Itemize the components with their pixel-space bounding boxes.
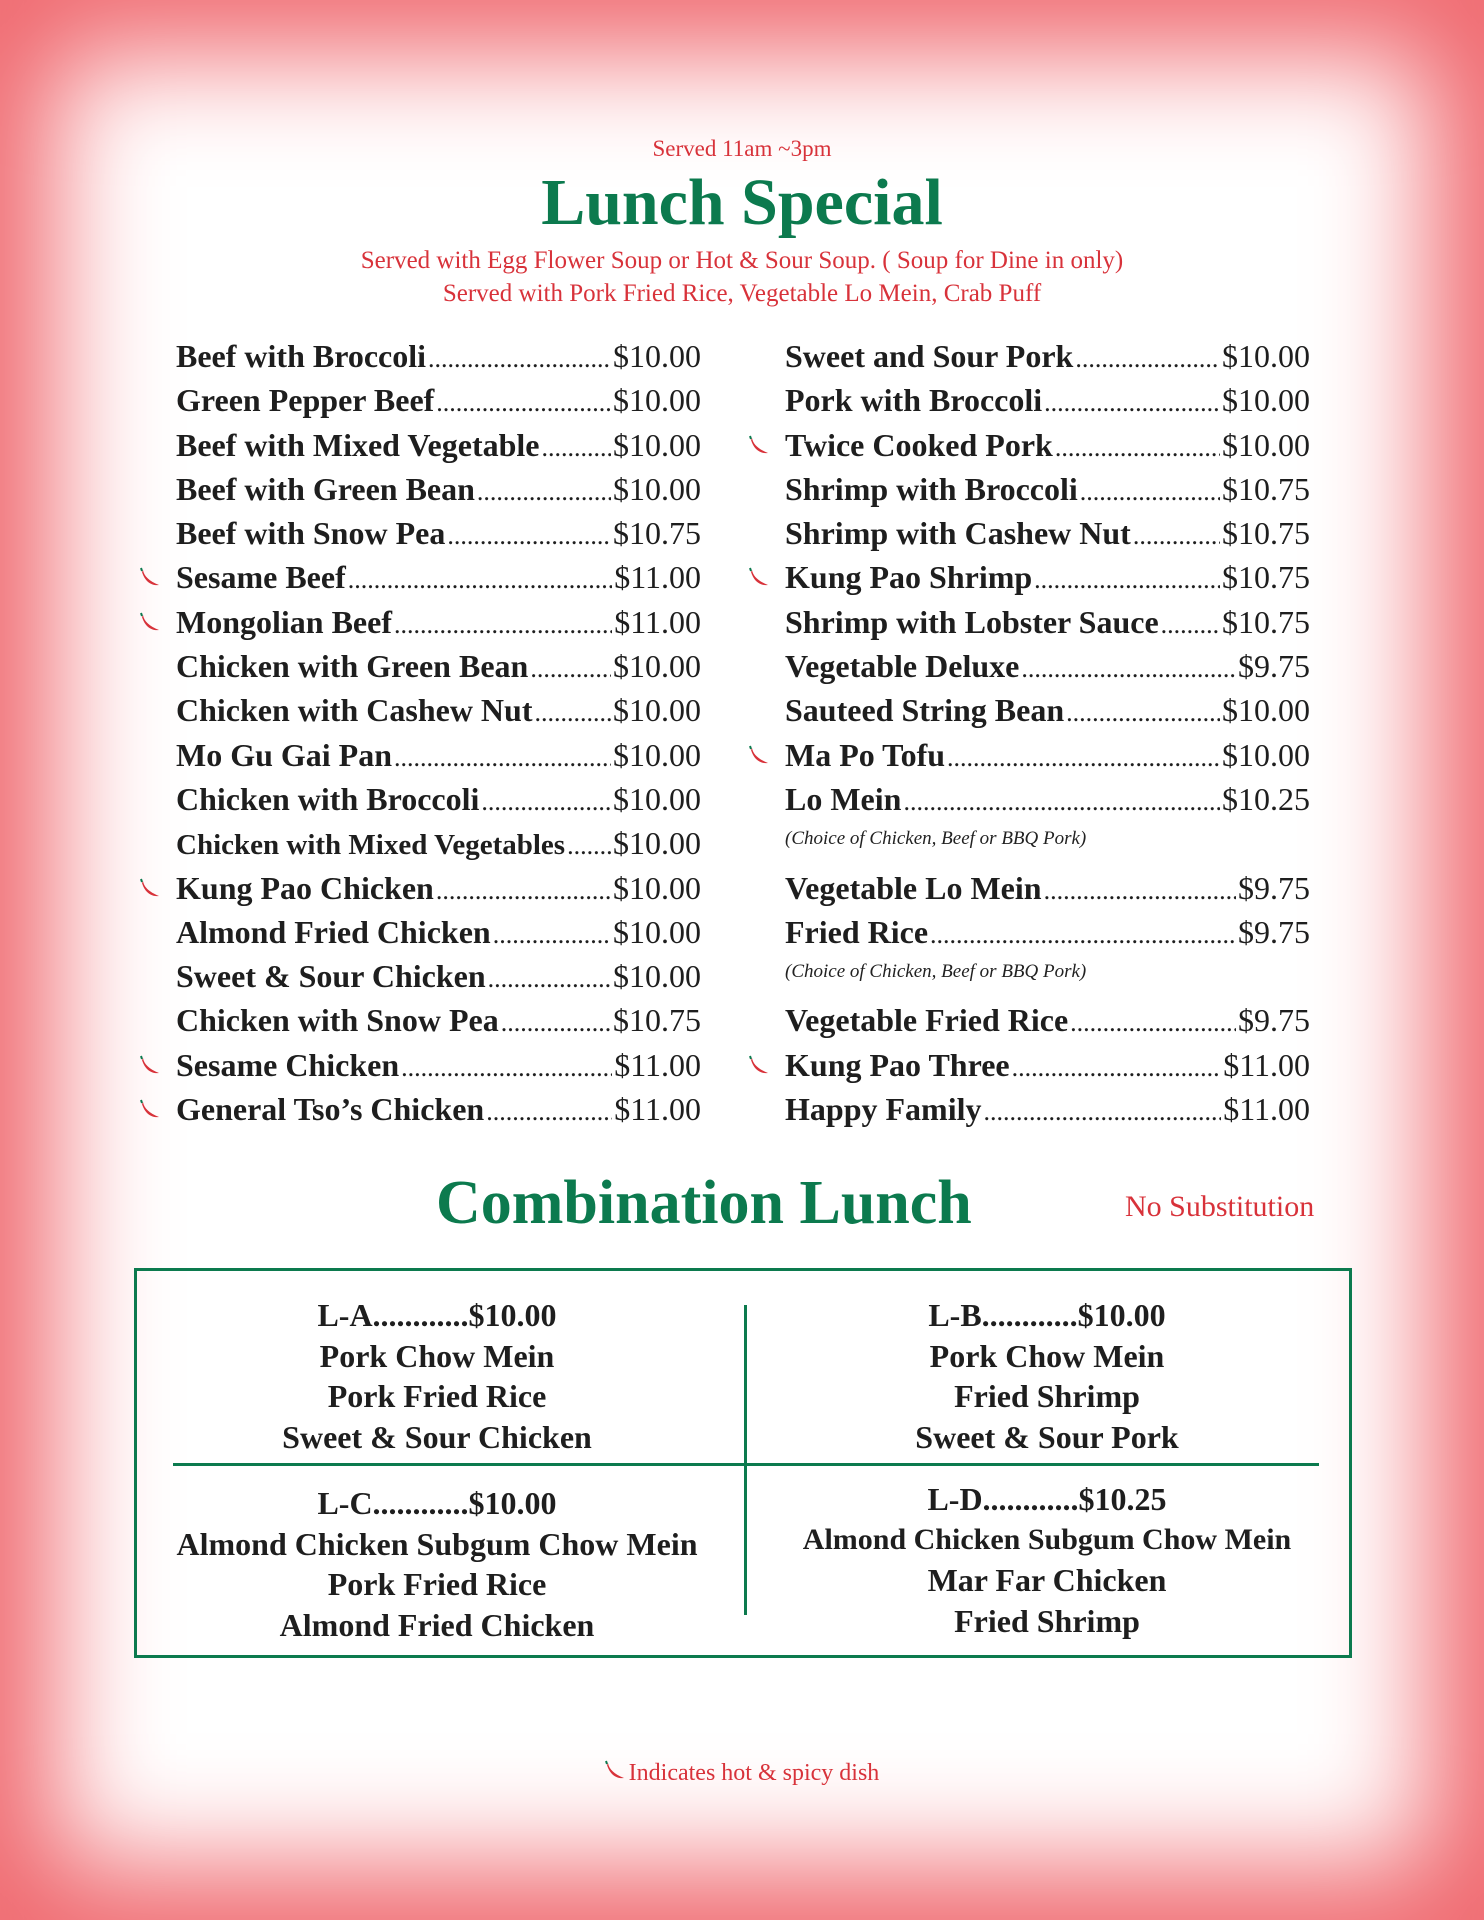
chili-pepper-icon [749,745,771,767]
combo-item: Fried Shrimp [954,1602,1140,1639]
menu-item-name: Mongolian Beef [176,603,392,640]
dot-leader [1075,338,1220,375]
menu-item-price: $10.00 [613,338,701,374]
menu-item-price: $10.75 [1222,559,1310,596]
menu-item [176,781,701,825]
combo-l-c [137,1483,737,1645]
menu-item-name: General Tso’s Chicken [176,1091,485,1128]
combo-header: L-A............$10.00 [317,1297,557,1333]
sides-info: Served with Pork Fried Rice, Vegetable Lo Mein, Crab Puff [442,280,1042,307]
menu-item [176,737,701,781]
spicy-legend [0,1760,1484,1787]
menu-item-name: Vegetable Deluxe [785,648,1020,685]
dot-leader [1055,427,1220,464]
menu-item [176,1091,701,1135]
dot-leader [530,648,611,685]
menu-item-price: $10.00 [613,382,701,419]
chili-pepper-icon [140,612,162,634]
menu-item-name: Vegetable Fried Rice [785,1002,1069,1039]
menu-item [176,870,701,914]
menu-item [785,471,1310,515]
menu-item-price: $10.00 [1222,382,1310,419]
dot-leader [481,781,611,818]
menu-item-name: Lo Mein [785,780,902,817]
menu-item-price: $11.00 [1223,1046,1310,1083]
menu-item [176,471,701,515]
menu-item-price: $10.00 [613,692,701,729]
combo-item: Fried Shrimp [954,1378,1140,1414]
menu-item-name: Shrimp with Cashew Nut [785,515,1131,552]
no-substitution-note: No Substitution [1125,1190,1315,1223]
combo-item: Pork Fried Rice [327,1378,547,1414]
menu-item-price: $10.75 [1222,515,1310,552]
menu-item [785,781,1310,825]
menu-item [785,559,1310,603]
chili-pepper-icon [140,878,162,900]
menu-item-price: $10.00 [1222,692,1310,729]
menu-item-price: $10.00 [1222,338,1310,374]
menu-item [785,914,1310,958]
combo-l-d [747,1479,1347,1641]
soup-info: Served with Egg Flower Soup or Hot & Sour Soup. ( Soup for Dine in only) [360,247,1124,274]
chili-pepper-icon [140,1099,162,1121]
page-title: Lunch Special [541,166,943,239]
dot-leader [534,692,611,729]
dot-leader [1133,515,1220,552]
chili-pepper-icon [605,1760,627,1782]
menu-item-price: $11.00 [1223,1091,1310,1128]
menu-item [785,427,1310,471]
menu-item [176,914,701,958]
menu-item-price: $9.75 [1238,869,1310,906]
menu-item-name: Sweet & Sour Chicken [176,958,486,995]
menu-item-price: $10.00 [613,913,701,950]
combo-l-b [747,1295,1347,1457]
dot-leader [488,958,611,995]
dot-leader [447,515,611,552]
menu-item-name: Shrimp with Lobster Sauce [785,603,1159,640]
menu-item-price: $10.00 [613,736,701,773]
menu-item-name: Ma Po Tofu [785,736,946,773]
menu-item [176,825,701,869]
menu-item-price: $10.75 [613,515,701,552]
menu-item-price: $11.00 [614,603,701,640]
menu-item-price: $9.75 [1238,1002,1310,1039]
menu-item-name: Chicken with Mixed Vegetables [176,829,566,862]
dot-leader [436,382,611,419]
menu-item [785,648,1310,692]
dot-leader [401,1047,612,1084]
dot-leader [486,1091,612,1128]
menu-item-price: $10.25 [1222,780,1310,817]
menu-item-name: Pork with Broccoli [785,382,1043,419]
menu-item [785,1002,1310,1046]
menu-note: (Choice of Chicken, Beef or BBQ Pork) [785,828,1087,850]
dot-leader [493,914,611,951]
menu-item [176,1002,701,1046]
menu-item [785,338,1310,382]
dot-leader [930,914,1236,951]
menu-item-price: $10.00 [613,648,701,685]
menu-item [785,870,1310,914]
menu-item-name: Chicken with Broccoli [176,780,480,817]
combo-item: Sweet & Sour Chicken [282,1418,592,1455]
menu-item [176,1047,701,1091]
menu-item-name: Beef with Green Bean [176,470,475,507]
menu-item [176,692,701,736]
menu-item-price: $10.00 [1222,426,1310,463]
combination-title: Combination Lunch [436,1169,972,1237]
dot-leader [394,604,612,641]
dot-leader [1034,559,1220,596]
combo-l-a [137,1295,737,1457]
dot-leader [1080,471,1220,508]
menu-item-name: Fried Rice [785,913,929,950]
dot-leader [1066,692,1220,729]
menu-item-name: Green Pepper Beef [176,382,435,419]
menu-item-name: Twice Cooked Pork [785,426,1053,463]
menu-item [785,1091,1310,1135]
combo-item: Pork Chow Mein [319,1337,555,1374]
menu-item-name: Beef with Snow Pea [176,515,446,552]
menu-item-price: $10.75 [613,1002,701,1039]
menu-item-price: $10.00 [613,958,701,995]
combo-item: Sweet & Sour Pork [915,1418,1179,1455]
dot-leader [1044,382,1220,419]
divider-horizontal [173,1463,1319,1466]
menu-item [176,515,701,559]
menu-column-right [785,338,1310,1135]
combo-header: L-D............$10.25 [927,1481,1167,1517]
chili-pepper-icon [140,567,162,589]
chili-pepper-icon [140,1055,162,1077]
combo-header: L-C............$10.00 [317,1485,557,1521]
dot-leader [983,1091,1221,1128]
combo-item: Pork Fried Rice [327,1566,547,1602]
combo-item: Pork Chow Mein [929,1337,1165,1374]
chili-pepper-icon [749,1055,771,1077]
menu-item-name: Kung Pao Chicken [176,869,434,906]
menu-item [785,382,1310,426]
dot-leader [903,781,1220,818]
dot-leader [477,471,611,508]
menu-item [176,338,701,382]
menu-item-name: Beef with Mixed Vegetable [176,426,540,463]
legend-text: Indicates hot & spicy dish [628,1760,880,1786]
menu-item-name: Sesame Beef [176,559,346,596]
dot-leader [394,737,611,774]
menu-item-price: $10.00 [613,426,701,463]
combo-item: Almond Chicken Subgum Chow Mein [802,1522,1292,1556]
menu-item-name: Happy Family [785,1091,982,1128]
dot-leader [947,737,1220,774]
menu-item-name: Chicken with Cashew Nut [176,692,533,729]
menu-item [176,382,701,426]
menu-item-name: Chicken with Green Bean [176,648,529,685]
menu-note: (Choice of Chicken, Beef or BBQ Pork) [785,961,1087,983]
menu-item [785,737,1310,781]
menu-item-name: Mo Gu Gai Pan [176,736,393,773]
dot-leader [567,825,611,862]
menu-item-name: Almond Fried Chicken [176,913,491,950]
menu-item [785,515,1310,559]
dot-leader [428,338,611,375]
menu-item-name: Kung Pao Three [785,1046,1010,1083]
menu-item [176,604,701,648]
dot-leader [1012,1047,1222,1084]
menu-item-price: $10.00 [613,780,701,817]
dot-leader [1044,870,1236,907]
menu-item [176,958,701,1002]
menu-item-price: $10.00 [613,869,701,906]
combo-item: Mar Far Chicken [927,1562,1167,1598]
menu-column-left [176,338,701,1135]
dot-leader [436,870,611,907]
menu-item-price: $11.00 [614,1046,701,1083]
menu-item-price: $9.75 [1238,913,1310,950]
menu-item-price: $10.75 [1222,470,1310,507]
menu-item-price: $10.00 [613,825,701,862]
served-time: Served 11am ~3pm [652,136,832,161]
menu-item-name: Chicken with Snow Pea [176,1002,499,1039]
dot-leader [348,559,612,596]
menu-item [785,692,1310,736]
menu-item-name: Kung Pao Shrimp [785,559,1033,596]
menu-item [785,1047,1310,1091]
menu-item-price: $11.00 [614,559,701,596]
dot-leader [1161,604,1220,641]
menu-item [785,604,1310,648]
menu-item-name: Sauteed String Bean [785,692,1065,729]
menu-item-price: $10.75 [1222,603,1310,640]
menu-item-name: Beef with Broccoli [176,338,427,374]
menu-item-price: $10.00 [1222,736,1310,773]
menu-item [176,559,701,603]
dot-leader [1070,1002,1236,1039]
dot-leader [1021,648,1236,685]
combo-item: Almond Chicken Subgum Chow Mein [176,1525,698,1562]
menu-item-name: Shrimp with Broccoli [785,470,1078,507]
menu-item-name: Vegetable Lo Mein [785,869,1042,906]
combo-header: L-B............$10.00 [928,1297,1166,1333]
chili-pepper-icon [749,435,771,457]
menu-item [176,648,701,692]
menu-item-price: $10.00 [613,470,701,507]
menu-item-price: $9.75 [1238,648,1310,685]
chili-pepper-icon [749,567,771,589]
menu-item-name: Sesame Chicken [176,1046,400,1083]
dot-leader [501,1002,611,1039]
dot-leader [542,427,612,464]
combo-item: Almond Fried Chicken [279,1606,595,1643]
menu-item [176,427,701,471]
menu-item-price: $11.00 [614,1091,701,1128]
combination-box [134,1268,1352,1658]
menu-item-name: Sweet and Sour Pork [785,338,1074,374]
